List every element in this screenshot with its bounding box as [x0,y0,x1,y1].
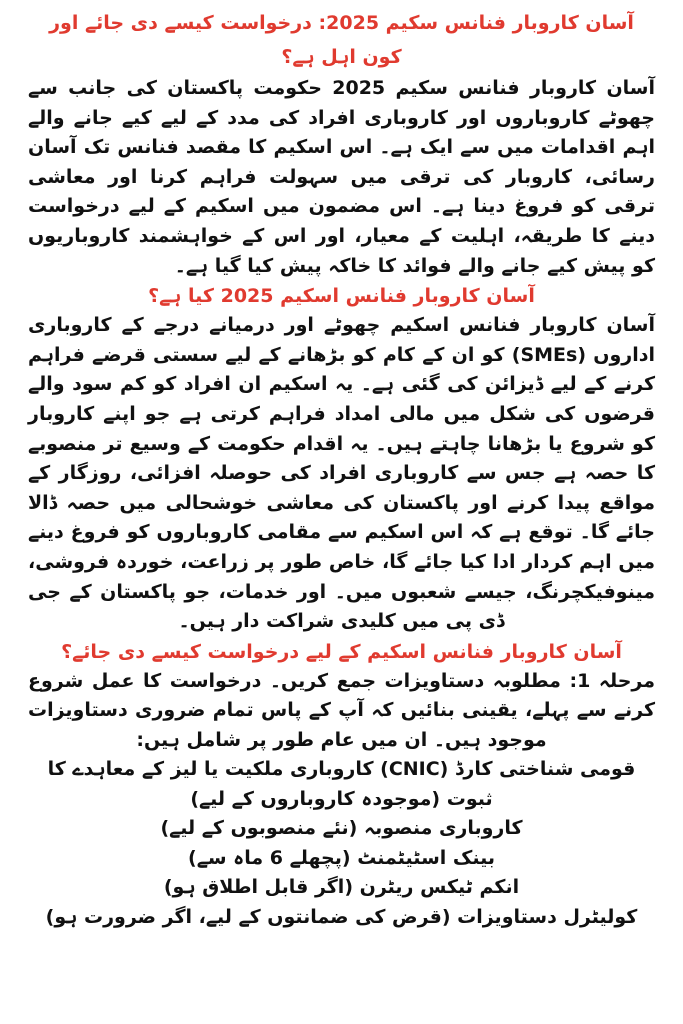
article-title: آسان کاروبار فنانس سکیم 2025: درخواست کیسے دی جائے اور کون اہل ہے؟ [49,12,634,68]
list-item: انکم ٹیکس ریٹرن (اگر قابل اطلاق ہو) [163,876,520,899]
step-1-paragraph: مرحلہ 1: مطلوبہ دستاویزات جمع کریں۔ درخواست کا عمل شروع کرنے سے پہلے، یقینی بنائیں کہ آپ کے پاس تمام ضروری دستاویزات موجود ہیں۔ ان میں عام طور پر شامل ہیں: [28,669,655,751]
section-heading-what-is-scheme: آسان کاروبار فنانس اسکیم 2025 کیا ہے؟ [148,285,535,308]
list-item: بینک اسٹیٹمنٹ (پچھلے 6 ماہ سے) [188,846,495,869]
section-heading-how-to-apply: آسان کاروبار فنانس اسکیم کے لیے درخواست کیسے دی جائے؟ [61,640,622,663]
article [28,6,655,932]
list-item: کاروباری منصوبہ (نئے منصوبوں کے لیے) [160,817,523,840]
intro-paragraph: آسان کاروبار فنانس سکیم 2025 حکومت پاکستان کی جانب سے چھوٹے کاروباروں اور کاروباری افراد کی مدد کے لیے کیے جانے والے اہم اقدامات میں سے ایک ہے۔ اس اسکیم کا مقصد فنانس تک آسان رسائی، کاروبار کی ترقی میں سہولت فراہم کرنا اور معاشی ترقی کو فروغ دینا ہے۔ اس مضمون میں اسکیم کے لیے درخواست دینے کا طریقہ، اہلیت کے معیار، اور اس کے خواہشمند کاروباریوں کو پیش کیے جانے والے فوائد کا خاکہ پیش کیا گیا ہے۔ [28,77,656,277]
list-item: قومی شناختی کارڈ (CNIC) کاروباری ملکیت یا لیز کے معاہدے کا ثبوت (موجودہ کاروباروں کے لیے) [47,758,636,810]
list-item: کولیٹرل دستاویزات (قرض کی ضمانتوں کے لیے، اگر ضرورت ہو) [45,905,638,928]
required-documents-list [28,755,655,932]
section-body-what-is-scheme: آسان کاروبار فنانس اسکیم چھوٹے اور درمیانے درجے کے کاروباری اداروں (SMEs) کو ان کے کام کو بڑھانے کے لیے سستی قرضے فراہم کرنے کے لیے ڈیزائن کی گئی ہے۔ یہ اسکیم ان افراد کو کم سود والے قرضوں کی شکل میں مالی امداد فراہم کرتی ہے جو اپنے کاروبار کو شروع یا بڑھانا چاہتے ہیں۔ یہ اقدام حکومت کے وسیع تر منصوبے کا حصہ ہے جس سے کاروباری افراد کی حوصلہ افزائی، روزگار کے مواقع پیدا کرنے اور پاکستان کی معاشی خوشحالی میں حصہ ڈالا جائے گا۔ توقع ہے کہ اس اسکیم سے مقامی کاروباروں کو فروغ دینے میں اہم کردار ادا کیا جائے گا، خاص طور پر زراعت، خوردہ فروشی، مینوفیکچرنگ، جیسے شعبوں میں۔ اور خدمات، جو پاکستان کے جی ڈی پی میں کلیدی شراکت دار ہیں۔ [28,314,655,633]
